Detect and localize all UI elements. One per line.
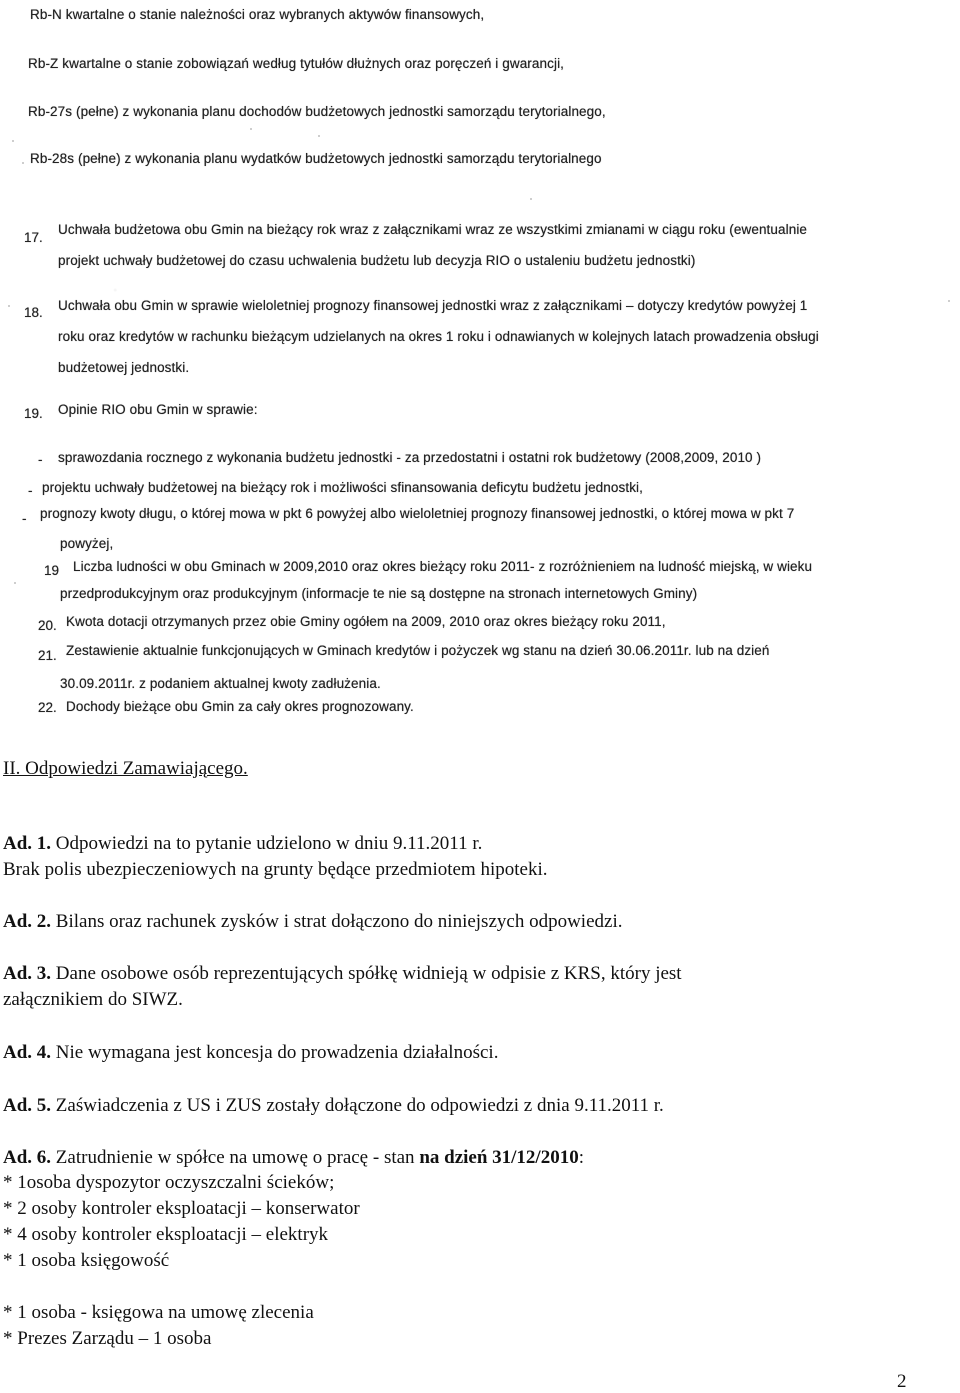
scan-noise — [8, 305, 10, 307]
answer-4-label: Ad. 4. — [3, 1042, 52, 1063]
employment-list-item: * 4 osoby kontroler eksploatacji – elektryk — [3, 1224, 329, 1245]
item-20-number: 20. — [38, 618, 57, 633]
scan-noise — [948, 300, 950, 302]
item-19b-line-2: przedprodukcyjnym oraz produkcyjnym (informacje te nie są dostępne na stronach internetowych Gminy) — [60, 586, 698, 601]
answer-5-label: Ad. 5. — [3, 1095, 52, 1116]
item-18-number: 18. — [24, 305, 43, 320]
answer-1-text: Odpowiedzi na to pytanie udzielono w dniu 9.11.2011 r. — [51, 833, 483, 854]
scan-line-rb-27s: Rb-27s (pełne) z wykonania planu dochodów budżetowych jednostki samorządu terytorialnego, — [28, 104, 606, 119]
bullet-dash-1: - — [38, 452, 43, 467]
item-17-number: 17. — [24, 230, 43, 245]
scan-line-rb-n: Rb-N kwartalne o stanie należności oraz wybranych aktywów finansowych, — [30, 7, 485, 22]
item-18-line-1: Uchwała obu Gmin w sprawie wieloletniej prognozy finansowej jednostki wraz z załącznikami – dotyczy kredytów powyżej 1 — [58, 298, 808, 313]
item-19-bullet-3-line-1: prognozy kwoty długu, o której mowa w pkt 6 powyżej albo wieloletniej prognozy finansowej jednostki, o której mowa w pkt 7 — [40, 506, 795, 521]
item-22-number: 22. — [38, 700, 57, 715]
item-19-number: 19. — [24, 406, 43, 421]
contract-list-item: * 1 osoba - księgowa na umowę zlecenia — [3, 1302, 314, 1323]
answer-2-text: Bilans oraz rachunek zysków i strat dołączono do niniejszych odpowiedzi. — [51, 911, 623, 932]
scan-noise — [318, 135, 320, 137]
scan-noise — [22, 162, 24, 164]
item-18-line-3: budżetowej jednostki. — [58, 360, 190, 375]
scan-noise — [530, 198, 532, 200]
item-21-line-2: 30.09.2011r. z podaniem aktualnej kwoty zadłużenia. — [60, 676, 381, 691]
item-17-line-1: Uchwała budżetowa obu Gmin na bieżący rok wraz z załącznikami wraz ze wszystkimi zmianami w ciągu roku (ewentualnie — [58, 222, 808, 237]
bullet-dash-3: - — [22, 511, 27, 526]
page-number: 2 — [897, 1371, 907, 1392]
answer-6-date: na dzień 31/12/2010 — [419, 1147, 579, 1168]
answer-3-text: Dane osobowe osób reprezentujących spółkę widnieją w odpisie z KRS, który jest — [51, 963, 682, 984]
answer-4 — [3, 1042, 498, 1064]
item-17-line-2: projekt uchwały budżetowej do czasu uchwalenia budżetu lub decyzja RIO o ustaleniu budżetu jednostki) — [58, 253, 696, 268]
answer-5-text: Zaświadczenia z US i ZUS zostały dołączone do odpowiedzi z dnia 9.11.2011 r. — [51, 1095, 664, 1116]
item-21-number: 21. — [38, 648, 57, 663]
answer-6 — [3, 1147, 584, 1169]
answer-3-line-2: załącznikiem do SIWZ. — [3, 989, 183, 1010]
item-19-bullet-2: projektu uchwały budżetowej na bieżący rok i możliwości sfinansowania deficytu budżetu jednostki, — [42, 480, 644, 495]
item-21-line-1: Zestawienie aktualnie funkcjonujących w Gminach kredytów i pożyczek wg stanu na dzień 30.06.2011r. lub na dzień — [66, 643, 770, 658]
answer-1 — [3, 833, 482, 855]
scan-line-rb-z: Rb-Z kwartalne o stanie zobowiązań według tytułów dłużnych oraz poręczeń i gwarancji, — [28, 56, 565, 71]
answer-1-line-2: Brak polis ubezpieczeniowych na grunty będące przedmiotem hipoteki. — [3, 859, 548, 880]
answer-3 — [3, 963, 682, 985]
item-18-line-2: roku oraz kredytów w rachunku bieżącym udzielanych na okres 1 roku i odnawianych w kolejnych latach prowadzenia obsługi — [58, 329, 819, 344]
item-19-bullet-1: sprawozdania rocznego z wykonania budżetu jednostki - za przedostatni i ostatni rok budżetowy (2008,2009, 2010 ) — [58, 450, 762, 465]
employment-list-item: * 2 osoby kontroler eksploatacji – konserwator — [3, 1198, 360, 1219]
bullet-dash-2: - — [28, 483, 33, 498]
scan-noise — [250, 128, 252, 130]
answer-1-label: Ad. 1. — [3, 833, 52, 854]
employment-list-item: * 1 osoba księgowość — [3, 1250, 170, 1271]
scan-noise — [14, 582, 16, 584]
item-22-line-1: Dochody bieżące obu Gmin za cały okres prognozowany. — [66, 699, 414, 714]
answer-3-label: Ad. 3. — [3, 963, 52, 984]
answers-heading: II. Odpowiedzi Zamawiającego. — [3, 758, 248, 779]
item-19-title: Opinie RIO obu Gmin w sprawie: — [58, 402, 258, 417]
scan-line-rb-28s: Rb-28s (pełne) z wykonania planu wydatków budżetowych jednostki samorządu terytorialnego — [30, 151, 602, 166]
item-19b-number: 19 — [44, 563, 60, 578]
employment-list-item: * 1osoba dyspozytor oczyszczalni ścieków; — [3, 1172, 335, 1193]
answer-5 — [3, 1095, 664, 1117]
answer-6-text: Zatrudnienie w spółce na umowę o pracę - stan — [51, 1147, 420, 1168]
item-20-line-1: Kwota dotacji otrzymanych przez obie Gminy ogółem na 2009, 2010 oraz okres bieżący roku 2011, — [66, 614, 666, 629]
item-19b-line-1: Liczba ludności w obu Gminach w 2009,2010 oraz okres bieżący roku 2011- z rozróżnieniem na ludność miejską, w wieku — [73, 559, 813, 574]
answer-4-text: Nie wymagana jest koncesja do prowadzenia działalności. — [51, 1042, 499, 1063]
answer-2 — [3, 911, 622, 933]
answer-2-label: Ad. 2. — [3, 911, 52, 932]
answer-6-label: Ad. 6. — [3, 1147, 52, 1168]
scan-noise — [12, 140, 14, 142]
contract-list-item: * Prezes Zarządu – 1 osoba — [3, 1328, 212, 1349]
answer-6-colon: : — [578, 1147, 584, 1168]
item-19-bullet-3-line-2: powyżej, — [60, 536, 114, 551]
